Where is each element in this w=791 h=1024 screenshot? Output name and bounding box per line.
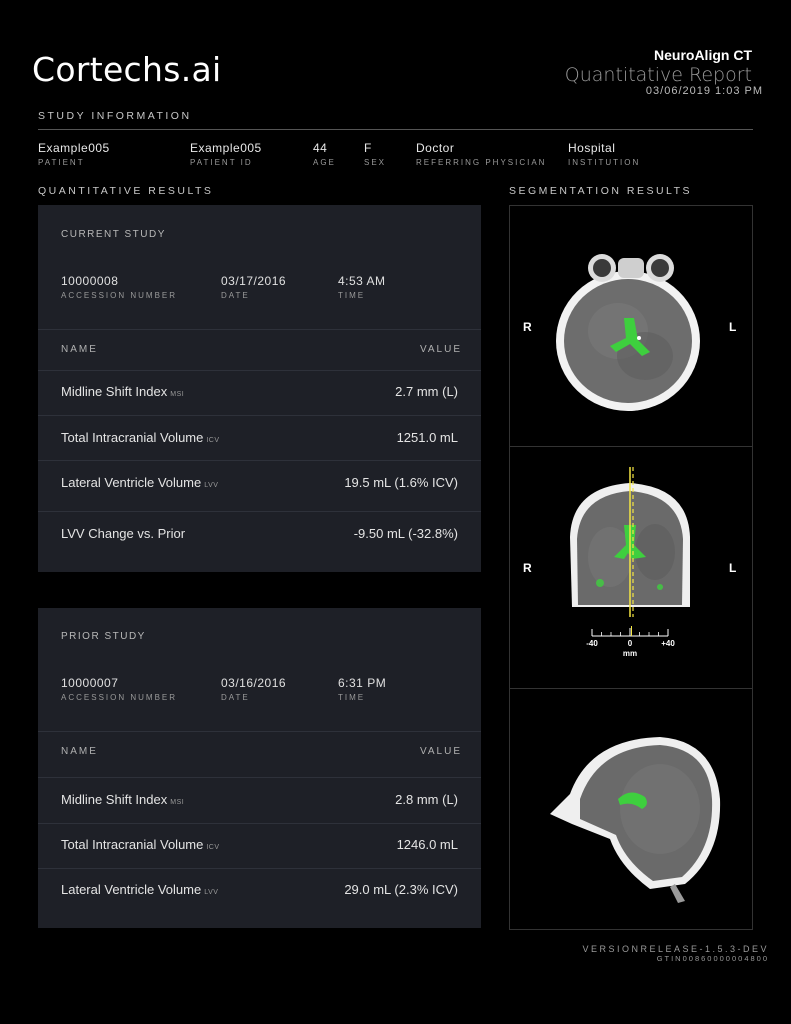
prior-time-value: 6:31 PM (338, 676, 387, 690)
current-accession (61, 274, 177, 300)
sex-label: SEX (364, 158, 387, 167)
sagittal-slice-image (510, 689, 752, 929)
metric-name: Midline Shift Index MSI (61, 384, 185, 399)
name-column-header: NAME (61, 344, 98, 355)
current-study-panel (38, 205, 481, 572)
study-info-rule (38, 129, 753, 130)
current-accession-label: ACCESSION NUMBER (61, 291, 178, 300)
divider (38, 777, 481, 778)
divider (38, 329, 481, 330)
current-time-label: TIME (338, 291, 366, 300)
patient-id-value: Example005 (190, 141, 262, 155)
version-value: RELEASE-1.5.3-DEV (640, 944, 769, 954)
scale-unit-label: mm (622, 649, 638, 658)
prior-accession (61, 676, 177, 702)
product-name: NeuroAlign CT (654, 47, 752, 63)
metric-value: -9.50 mL (-32.8%) (353, 526, 458, 541)
current-date-value: 03/17/2016 (221, 274, 287, 288)
physician-value: Doctor (416, 141, 455, 155)
current-date-label: DATE (221, 291, 250, 300)
metric-value: 19.5 mL (1.6% ICV) (344, 475, 458, 490)
physician-field (416, 141, 546, 167)
prior-accession-label: ACCESSION NUMBER (61, 693, 178, 702)
current-time-value: 4:53 AM (338, 274, 386, 288)
metric-name: Lateral Ventricle Volume LVV (61, 475, 219, 490)
report-datetime: 03/06/2019 1:03 PM (645, 85, 763, 97)
table-row (61, 837, 458, 852)
sex-value: F (364, 141, 372, 155)
divider (38, 823, 481, 824)
prior-accession-value: 10000007 (61, 676, 119, 690)
gtin: GTIN00860000004800 (656, 954, 769, 963)
divider (38, 460, 481, 461)
brand-logo: Cortechs.ai (32, 50, 222, 89)
patient-field (38, 141, 110, 167)
axial-slice-image (510, 206, 752, 446)
patient-value: Example005 (38, 141, 110, 155)
midline-scale (580, 626, 680, 658)
metric-value: 1246.0 mL (396, 837, 458, 852)
prior-time-label: TIME (338, 693, 366, 702)
metric-name: Total Intracranial Volume ICV (61, 430, 220, 445)
metric-value: 2.7 mm (L) (395, 384, 458, 399)
divider (38, 415, 481, 416)
version-info (582, 944, 769, 964)
value-column-header: VALUE (419, 746, 462, 757)
prior-date-value: 03/16/2016 (221, 676, 287, 690)
prior-date-label: DATE (221, 693, 250, 702)
value-column-header: VALUE (419, 344, 462, 355)
institution-value: Hospital (568, 141, 616, 155)
sex-field (364, 141, 386, 167)
metric-value: 2.8 mm (L) (395, 792, 458, 807)
prior-study-title: PRIOR STUDY (61, 631, 146, 642)
divider (38, 868, 481, 869)
current-date (221, 274, 286, 300)
metric-name: Total Intracranial Volume ICV (61, 837, 220, 852)
axial-right-label: R (523, 320, 532, 334)
metric-name: Lateral Ventricle Volume LVV (61, 882, 219, 897)
scale-mid-label: 0 (627, 639, 633, 648)
age-value: 44 (313, 141, 328, 155)
coronal-left-label: L (729, 561, 737, 575)
physician-label: REFERRING PHYSICIAN (416, 158, 547, 167)
report-title: Quantitative Report (564, 64, 752, 86)
patient-label: PATIENT (38, 158, 85, 167)
patient-id-label: PATIENT ID (190, 158, 253, 167)
divider (38, 731, 481, 732)
current-study-title: CURRENT STUDY (61, 229, 166, 240)
table-row (61, 430, 458, 445)
report-header (565, 47, 752, 86)
metric-name: LVV Change vs. Prior (61, 526, 186, 541)
metric-name: Midline Shift Index MSI (61, 792, 185, 807)
axial-left-label: L (729, 320, 737, 334)
table-row (61, 792, 458, 807)
prior-date (221, 676, 286, 702)
segmentation-heading: SEGMENTATION RESULTS (509, 185, 693, 197)
prior-time (338, 676, 386, 702)
divider (38, 511, 481, 512)
table-row (61, 475, 458, 490)
age-field (313, 141, 336, 167)
segmentation-panel (509, 205, 753, 930)
table-row (61, 882, 458, 897)
current-accession-value: 10000008 (61, 274, 119, 288)
institution-label: INSTITUTION (568, 158, 641, 167)
metric-value: 29.0 mL (2.3% ICV) (344, 882, 458, 897)
table-row (61, 526, 458, 541)
prior-study-panel (38, 608, 481, 928)
scale-min-label: -40 (586, 639, 598, 648)
metric-value: 1251.0 mL (396, 430, 458, 445)
divider (38, 370, 481, 371)
coronal-right-label: R (523, 561, 532, 575)
current-time (338, 274, 386, 300)
institution-field (568, 141, 640, 167)
study-info-heading: STUDY INFORMATION (38, 110, 192, 122)
scale-max-label: +40 (661, 639, 675, 648)
quantitative-heading: QUANTITATIVE RESULTS (38, 185, 214, 197)
age-label: AGE (313, 158, 336, 167)
name-column-header: NAME (61, 746, 98, 757)
table-row (61, 384, 458, 399)
patient-id-field (190, 141, 262, 167)
version-label: VERSION (582, 944, 641, 954)
